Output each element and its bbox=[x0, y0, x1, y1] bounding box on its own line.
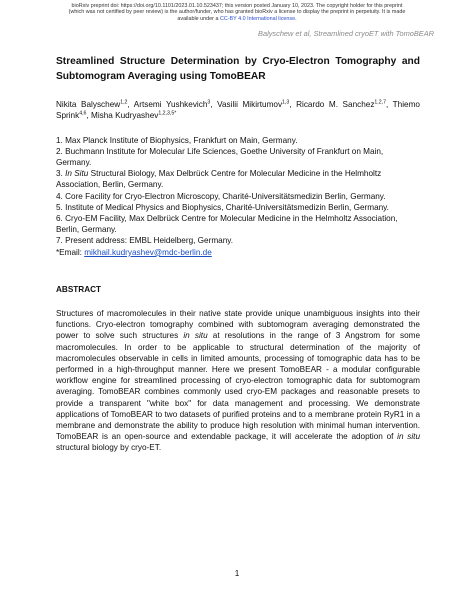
author-affiliation-marks: 1,2,3,5* bbox=[158, 110, 177, 117]
author-name: Ricardo M. Sanchez bbox=[296, 100, 375, 110]
paper-content bbox=[56, 55, 420, 454]
abstract-italic-text: in situ bbox=[183, 331, 208, 341]
license-link[interactable]: CC-BY 4.0 International license bbox=[219, 15, 296, 22]
author-name: Vasilii Mikirtumov bbox=[217, 100, 283, 110]
affiliation-item bbox=[56, 168, 420, 190]
affiliation-item bbox=[56, 213, 420, 235]
affiliation-text: 6. Cryo-EM Facility, Max Delbrück Centre for Molecular Medicine in the Helmholtz Association, Berlin, Germany. bbox=[56, 214, 398, 235]
affiliation-item bbox=[56, 135, 420, 146]
affiliation-text: 3. bbox=[56, 169, 66, 179]
license-suffix: . bbox=[295, 15, 297, 22]
affiliation-italic-text: In Situ bbox=[65, 169, 89, 179]
abstract-body bbox=[56, 308, 420, 454]
abstract-text: at resolutions in the range of 3 Angstrom for some macromolecules. In order to be applicable to structural determination of the majority of macromolecules observable in cells in limited amounts, processing of tomographic data has to be performed in a high-throughput manner. Here we present TomoBEAR - a modular configurable workflow engine for streamlined processing of cryo-electron tomographic data for subtomogram averaging. TomoBEAR combines commonly used cryo-EM packages and reasonable presets to provide a transparent "white box" for data management and processing. We demonstrate applications of TomoBEAR to two datasets of purified proteins and to a membrane protein RyR1 in a membrane and demonstrate the ability to produce high resolution with minimal human intervention. TomoBEAR is an open-source and extendable package, it will accelerate the adoption of bbox=[56, 331, 421, 442]
author bbox=[91, 111, 176, 120]
affiliation-text-cont: Structural Biology, Max Delbrück Centre for Molecular Medicine in the Helmholtz Association, Berlin, Germany. bbox=[56, 169, 382, 190]
author bbox=[56, 100, 127, 109]
author-affiliation-marks: 3 bbox=[207, 99, 211, 106]
author-name: Nikita Balyschew bbox=[56, 100, 121, 110]
corresponding-email bbox=[56, 247, 420, 258]
abstract-text: structural biology by cryo-ET. bbox=[56, 443, 162, 453]
author bbox=[296, 100, 386, 109]
affiliation-item bbox=[56, 202, 420, 213]
preprint-notice-line-2: (which was not certified by peer review) is the author/funder, who has granted bioRxiv a license to display the preprint in perpetuity. It is made bbox=[68, 9, 406, 16]
affiliation-text: 1. Max Planck Institute of Biophysics, Frankfurt on Main, Germany. bbox=[56, 135, 298, 145]
author bbox=[217, 100, 289, 109]
author-affiliation-marks: 4,6 bbox=[79, 110, 87, 117]
page-number: 1 bbox=[234, 569, 240, 578]
author bbox=[134, 100, 210, 109]
author-name: Thiemo Sprink bbox=[56, 100, 420, 121]
affiliation-text: 7. Present address: EMBL Heidelberg, Germany. bbox=[56, 236, 234, 246]
running-head: Balyschew et al, Streamlined cryoET with TomoBEAR bbox=[258, 29, 434, 38]
affiliation-item bbox=[56, 146, 420, 168]
author-name: Misha Kudryashev bbox=[91, 111, 159, 121]
preprint-notice-line-1: bioRxiv preprint doi: https://doi.org/10.1101/2023.01.10.523437; this version posted January 10, 2023. The copyright holder for this preprint bbox=[71, 3, 403, 9]
affiliation-text: 2. Buchmann Institute for Molecular Life Sciences, Goethe University of Frankfurt on Main, Germany. bbox=[56, 146, 384, 167]
paper-title: Streamlined Structure Determination by Cryo-Electron Tomography and Subtomogram Averaging using TomoBEAR bbox=[56, 56, 420, 82]
author-affiliation-marks: 1,2,7 bbox=[374, 99, 386, 106]
author-affiliation-marks: 1,2 bbox=[120, 99, 128, 106]
author-affiliation-marks: 1,3 bbox=[282, 99, 290, 106]
abstract-heading: ABSTRACT bbox=[56, 284, 102, 294]
author-list: Nikita Balyschew$^{1,2}$, Artsemi Yushkevich$^3$, Vasilii Mikirtumov$^{1,3}$, Ricardo M. Sanchez$^{1,2,7}$, Thiemo Sprink$^{4,6}$, Misha Kudryashev$^{1,2,3,5*}$ bbox=[56, 99, 420, 121]
email-label: *Email: bbox=[56, 247, 85, 257]
abstract-text: Structures of macromolecules in their native state provide unique unambiguous insights into their functions. Cryo-electron tomography combined with subtomogram averaging demonstrated the power to solve such structures bbox=[56, 309, 420, 341]
affiliation-text: 4. Core Facility for Cryo-Electron Microscopy, Charité-Universitätsmedizin Berlin, Germany. bbox=[56, 191, 386, 201]
affiliation-list bbox=[56, 135, 420, 247]
author-name: Artsemi Yushkevich bbox=[133, 100, 208, 110]
affiliation-text: 5. Institute of Medical Physics and Biophysics, Charité-Universitätsmedizin Berlin, Germany. bbox=[56, 202, 389, 212]
license-prefix: available under a bbox=[177, 15, 219, 22]
affiliation-item bbox=[56, 191, 420, 202]
email-link[interactable]: mikhail.kudryashev@mdc-berlin.de bbox=[84, 247, 212, 257]
preprint-notice-line-3 bbox=[0, 16, 474, 22]
preprint-notice bbox=[0, 3, 474, 22]
abstract-italic-text: in situ bbox=[397, 432, 420, 442]
affiliation-item bbox=[56, 235, 420, 246]
